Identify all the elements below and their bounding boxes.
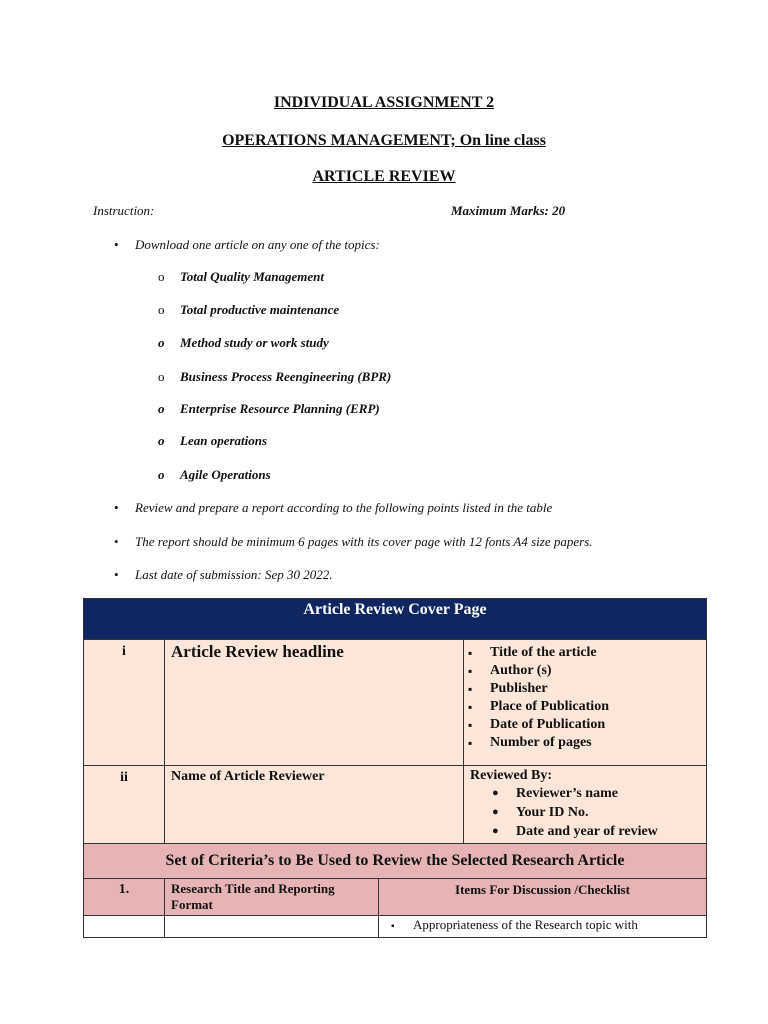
assignment-heading: INDIVIDUAL ASSIGNMENT 2 (273, 94, 495, 111)
list-item-text: Last date of submission: Sep 30 2022. (135, 567, 333, 582)
topic-text: Business Process Reengineering (BPR) (180, 369, 392, 384)
bullet-icon: • (114, 237, 119, 252)
article-review-heading: ARTICLE REVIEW (312, 168, 456, 185)
topic-text: Total Quality Management (180, 269, 324, 284)
row-number: i (84, 640, 165, 766)
list-item: ▪ Author (s) (490, 662, 706, 680)
topic-text: Enterprise Resource Planning (ERP) (180, 401, 380, 416)
list-item: ● Date and year of review (516, 822, 700, 841)
topic-text: Total productive maintenance (180, 302, 340, 317)
topic-text: Agile Operations (180, 467, 271, 482)
circle-bullet-icon: o (158, 335, 165, 350)
bullet-icon: • (114, 500, 119, 515)
circle-bullet-icon: o (158, 369, 165, 384)
maximum-marks: Maximum Marks: 20 (451, 203, 566, 218)
list-item: ▪ Publisher (490, 680, 706, 698)
empty-cell (84, 916, 165, 938)
list-item: ▪ Number of pages (490, 734, 706, 752)
circle-bullet-icon: o (158, 401, 165, 416)
empty-cell (165, 916, 379, 938)
circle-bullet-icon: o (158, 467, 165, 482)
reviewed-by-label: Reviewed By: (470, 768, 553, 783)
items-for-discussion-header: Items For Discussion /Checklist (379, 879, 707, 916)
list-item: ▪ Date of Publication (490, 716, 706, 734)
headline-items-cell (464, 640, 707, 766)
topic-text: Method study or work study (180, 335, 329, 350)
course-heading: OPERATIONS MANAGEMENT; On line class (222, 132, 546, 149)
cover-page-title: Article Review Cover Page (84, 599, 707, 640)
checklist-item (379, 916, 707, 938)
article-headline-label: Article Review headline (165, 640, 464, 766)
checklist-item-text: Appropriateness of the Research topic with (413, 917, 638, 932)
instruction-label: Instruction: (93, 203, 155, 218)
bullet-icon: • (114, 534, 119, 549)
list-item: ● Your ID No. (516, 803, 700, 822)
criteria-title: Set of Criteria’s to Be Used to Review the Selected Research Article (84, 844, 707, 879)
row-number: ii (84, 766, 165, 844)
list-item: ● Reviewer’s name (516, 784, 700, 803)
bullet-icon: • (114, 567, 119, 582)
list-item: ▪ Title of the article (490, 644, 706, 662)
list-item: ▪ Place of Publication (490, 698, 706, 716)
list-item-text: Download one article on any one of the topics: (135, 237, 380, 252)
list-item-text: The report should be minimum 6 pages with its cover page with 12 fonts A4 size papers. (135, 534, 593, 549)
reviewer-items-cell (464, 766, 707, 844)
headline-items-list (464, 644, 706, 752)
reviewer-name-label: Name of Article Reviewer (165, 766, 464, 844)
square-bullet-icon: ▪ (391, 920, 395, 932)
article-review-table (83, 598, 707, 938)
reviewer-items-list (470, 784, 700, 841)
circle-bullet-icon: o (158, 269, 165, 284)
research-title-label: Research Title and Reporting Format (165, 879, 379, 916)
circle-bullet-icon: o (158, 433, 165, 448)
circle-bullet-icon: o (158, 302, 165, 317)
criteria-number: 1. (84, 879, 165, 916)
list-item-text: Review and prepare a report according to the following points listed in the table (135, 500, 553, 515)
topic-text: Lean operations (180, 433, 268, 448)
